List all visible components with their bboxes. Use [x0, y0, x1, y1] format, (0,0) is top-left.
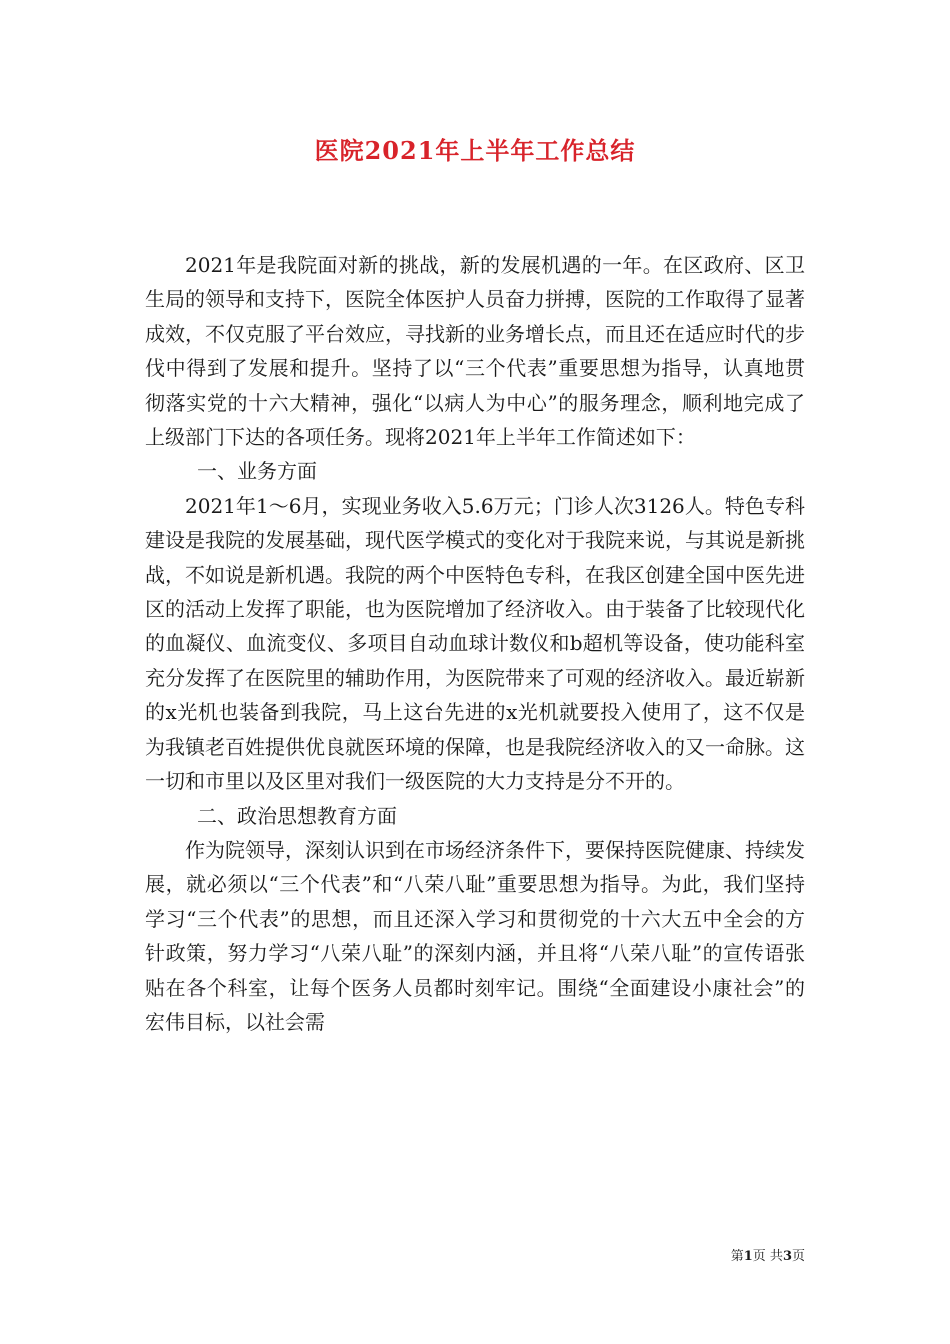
paragraph-business: 2021年1～6月，实现业务收入5.6万元；门诊人次3126人。特色专科建设是我院的发展基础，现代医学模式的变化对于我院来说，与其说是新挑战，不如说是新机遇。我院的两个中医特色专科，在我区创建全国中医先进区的活动上发挥了职能，也为医院增加了经济收入。由于装备了比较现代化的血凝仪、血流变仪、多项目自动血球计数仪和b超机等设备，使功能科室充分发挥了在医院里的辅助作用，为医院带来了可观的经济收入。最近崭新的x光机也装备到我院，马上这台先进的x光机就要投入使用了，这不仅是为我镇老百姓提供优良就医环境的保障，也是我院经济收入的又一命脉。这一切和市里以及区里对我们一级医院的大力支持是分不开的。	[145, 493, 805, 794]
footer-suffix: 页	[791, 1249, 805, 1264]
document-title: 医院2021年上半年工作总结	[314, 136, 636, 165]
page-number-footer	[731, 1247, 805, 1267]
paragraph-intro: 2021年是我院面对新的挑战，新的发展机遇的一年。在区政府、区卫生局的领导和支持下，医院全体医护人员奋力拼搏，医院的工作取得了显著成效，不仅克服了平台效应，寻找新的业务增长点，而且还在适应时代的步伐中得到了发展和提升。坚持了以“三个代表”重要思想为指导，认真地贯彻落实党的十六大精神，强化“以病人为中心”的服务理念，顺利地完成了上级部门下达的各项任务。现将2021年上半年工作简述如下：	[145, 253, 805, 450]
footer-prefix: 第	[730, 1249, 744, 1264]
total-page-number: 3	[782, 1249, 792, 1264]
current-page-number: 1	[743, 1249, 753, 1264]
section-heading-political-education: 二、政治思想教育方面	[197, 803, 397, 828]
document-body	[145, 248, 805, 1039]
section-heading-business: 一、业务方面	[197, 459, 317, 484]
footer-middle: 页 共	[752, 1249, 783, 1264]
paragraph-political-education: 作为院领导，深刻认识到在市场经济条件下，要保持医院健康、持续发展，就必须以“三个代表”和“八荣八耻”重要思想为指导。为此，我们坚持学习“三个代表”的思想，而且还深入学习和贯彻党的十六大五中全会的方针政策，努力学习“八荣八耻”的深刻内涵，并且将“八荣八耻”的宣传语张贴在各个科室，让每个医务人员都时刻牢记。围绕“全面建设小康社会”的宏伟目标，以社会需	[145, 837, 805, 1034]
